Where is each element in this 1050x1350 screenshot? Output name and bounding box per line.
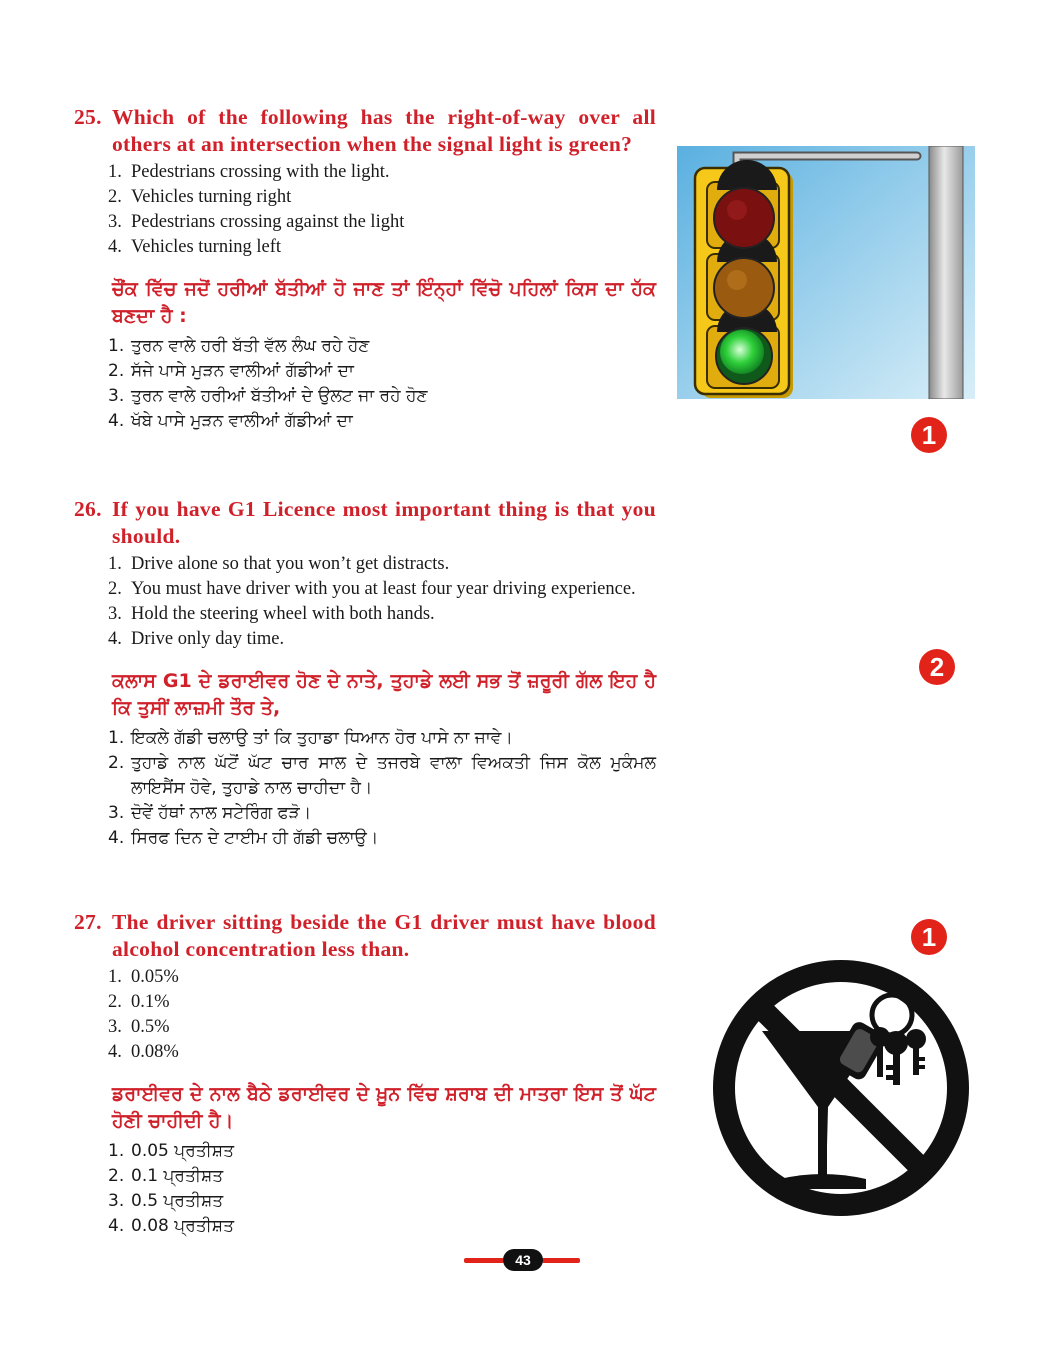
option-number: 4.: [108, 828, 125, 848]
punjabi-question-text: ਡਰਾਈਵਰ ਦੇ ਨਾਲ ਬੈਠੇ ਡਰਾਈਵਰ ਦੇ ਖ਼ੂਨ ਵਿੱਚ ਸ਼ਰਾਬ ਦੀ ਮਾਤਰਾ ਇਸ ਤੋਂ ਘੱਟ ਹੋਣੀ ਚਾਹੀਦੀ ਹੈ।: [112, 1083, 656, 1132]
option-text: 0.08%: [131, 1042, 179, 1062]
option-text: 0.05 ਪ੍ਰਤੀਸ਼ਤ: [131, 1141, 234, 1161]
english-options: [108, 160, 656, 260]
punjabi-options: [108, 726, 656, 851]
option-item: [108, 210, 656, 235]
option-number: 3.: [108, 1191, 125, 1211]
option-number: 2.: [108, 1166, 125, 1186]
question-26: [74, 496, 656, 851]
punjabi-options: [108, 334, 656, 434]
punjabi-question-text: ਚੌਂਕ ਵਿੱਚ ਜਦੋਂ ਹਰੀਆਂ ਬੱਤੀਆਂ ਹੋ ਜਾਣ ਤਾਂ ਇੰਨ੍ਹਾਂ ਵਿੱਚੋ ਪਹਿਲਾਂ ਕਿਸ ਦਾ ਹੱਕ ਬਣਦਾ ਹੈ :: [112, 278, 656, 327]
option-item: [108, 160, 656, 185]
option-text: Vehicles turning right: [131, 187, 292, 207]
question-number: 26.: [74, 497, 102, 521]
option-item: [108, 1015, 656, 1040]
option-number: 3.: [108, 604, 122, 624]
option-number: 1.: [108, 967, 122, 987]
option-text: 0.1 ਪ੍ਰਤੀਸ਼ਤ: [131, 1166, 224, 1186]
option-item: [108, 552, 656, 577]
page-number: 43: [503, 1249, 543, 1271]
option-item: [108, 1139, 656, 1164]
option-number: 2.: [108, 361, 125, 381]
english-options: [108, 552, 656, 652]
footer-bar-right: [542, 1258, 580, 1263]
option-text: Drive only day time.: [131, 629, 285, 649]
option-number: 3.: [108, 386, 125, 406]
option-number: 4.: [108, 411, 125, 431]
option-number: 3.: [108, 1017, 122, 1037]
option-text: ਤੁਰਨ ਵਾਲੇ ਹਰੀ ਬੱਤੀ ਵੱਲ ਲੰਘ ਰਹੇ ਹੋਣ: [131, 336, 370, 356]
option-text: 0.05%: [131, 967, 179, 987]
option-number: 2.: [108, 753, 125, 773]
punjabi-options: [108, 1139, 656, 1239]
option-text: Pedestrians crossing against the light: [131, 212, 405, 232]
option-item: [108, 602, 656, 627]
question-27: [74, 909, 656, 1239]
option-number: 4.: [108, 1042, 122, 1062]
option-text: Vehicles turning left: [131, 237, 282, 257]
question-25: [74, 104, 656, 434]
option-item: [108, 409, 656, 434]
option-number: 1.: [108, 1141, 125, 1161]
option-item: [108, 1164, 656, 1189]
option-item: [108, 1189, 656, 1214]
option-number: 3.: [108, 803, 125, 823]
option-item: [108, 990, 656, 1015]
option-item: [108, 726, 656, 751]
question-title: [74, 909, 656, 963]
option-text: You must have driver with you at least four year driving experience.: [131, 579, 636, 599]
option-text: Hold the steering wheel with both hands.: [131, 604, 435, 624]
option-text: 0.1%: [131, 992, 170, 1012]
question-title: [74, 104, 656, 158]
question-number: 27.: [74, 910, 102, 934]
option-item: [108, 1040, 656, 1065]
option-item: [108, 826, 656, 851]
option-item: [108, 359, 656, 384]
option-number: 4.: [108, 1216, 125, 1236]
punjabi-question-text: ਕਲਾਸ G1 ਦੇ ਡਰਾਈਵਰ ਹੋਣ ਦੇ ਨਾਤੇ, ਤੁਹਾਡੇ ਲਈ ਸਭ ਤੋਂ ਜ਼ਰੂਰੀ ਗੱਲ ਇਹ ਹੈ ਕਿ ਤੁਸੀਂ ਲਾਜ਼ਮੀ ਤੌਰ ਤੇ,: [112, 670, 656, 719]
option-text: 0.5%: [131, 1017, 170, 1037]
option-item: [108, 1214, 656, 1239]
option-item: [108, 384, 656, 409]
footer-bar-left: [464, 1258, 504, 1263]
option-item: [108, 577, 656, 602]
no-drinking-driving-icon: [710, 957, 972, 1219]
option-number: 2.: [108, 187, 122, 207]
option-number: 4.: [108, 629, 122, 649]
option-text: ਸੱਜੇ ਪਾਸੇ ਮੁੜਨ ਵਾਲੀਆਂ ਗੱਡੀਆਂ ਦਾ: [131, 361, 354, 381]
option-text: ਤੁਹਾਡੇ ਨਾਲ ਘੱਟੋਂ ਘੱਟ ਚਾਰ ਸਾਲ ਦੇ ਤਜਰਬੇ ਵਾਲਾ ਵਿਅਕਤੀ ਜਿਸ ਕੋਲ ਮੁਕੰਮਲ ਲਾਇਸੈਂਸ ਹੋਵੇ, ਤੁਹਾਡੇ ਨਾਲ ਚਾਹੀਦਾ ਹੈ।: [131, 753, 656, 798]
option-text: ਖੱਬੇ ਪਾਸੇ ਮੁੜਨ ਵਾਲੀਆਂ ਗੱਡੀਆਂ ਦਾ: [131, 411, 353, 431]
option-number: 1.: [108, 162, 122, 182]
option-number: 4.: [108, 237, 122, 257]
option-text: 0.08 ਪ੍ਰਤੀਸ਼ਤ: [131, 1216, 234, 1236]
option-item: [108, 185, 656, 210]
question-text: The driver sitting beside the G1 driver must have blood alcohol concentration less than.: [112, 910, 656, 961]
option-number: 2.: [108, 992, 122, 1012]
answer-badge: 1: [911, 919, 947, 955]
option-number: 1.: [108, 336, 125, 356]
option-text: ਇਕਲੇ ਗੱਡੀ ਚਲਾਉ ਤਾਂ ਕਿ ਤੁਹਾਡਾ ਧਿਆਨ ਹੋਰ ਪਾਸੇ ਨਾ ਜਾਵੇ।: [131, 728, 513, 748]
option-number: 3.: [108, 212, 122, 232]
question-number: 25.: [74, 105, 102, 129]
option-text: 0.5 ਪ੍ਰਤੀਸ਼ਤ: [131, 1191, 224, 1211]
question-text: If you have G1 Licence most important thing is that you should.: [112, 497, 656, 548]
option-text: Pedestrians crossing with the light.: [131, 162, 390, 182]
option-number: 1.: [108, 554, 122, 574]
answer-badge: 2: [919, 649, 955, 685]
option-item: [108, 965, 656, 990]
option-text: ਸਿਰਫ ਦਿਨ ਦੇ ਟਾਈਮ ਹੀ ਗੱਡੀ ਚਲਾਉ।: [131, 828, 379, 848]
option-item: [108, 751, 656, 801]
answer-badge: 1: [911, 417, 947, 453]
traffic-light-icon: [677, 146, 975, 399]
option-item: [108, 334, 656, 359]
question-text: Which of the following has the right-of-way over all others at an intersection when the signal light is green?: [112, 105, 656, 156]
english-options: [108, 965, 656, 1065]
option-number: 1.: [108, 728, 125, 748]
question-title: [74, 496, 656, 550]
option-number: 2.: [108, 579, 122, 599]
option-text: Drive alone so that you won’t get distracts.: [131, 554, 450, 574]
option-item: [108, 627, 656, 652]
option-text: ਦੋਵੇਂ ਹੱਥਾਂ ਨਾਲ ਸਟੇਰਿੰਗ ਫੜੋ।: [131, 803, 312, 823]
option-text: ਤੁਰਨ ਵਾਲੇ ਹਰੀਆਂ ਬੱਤੀਆਂ ਦੇ ਉਲਟ ਜਾ ਰਹੇ ਹੋਣ: [131, 386, 428, 406]
option-item: [108, 801, 656, 826]
option-item: [108, 235, 656, 260]
